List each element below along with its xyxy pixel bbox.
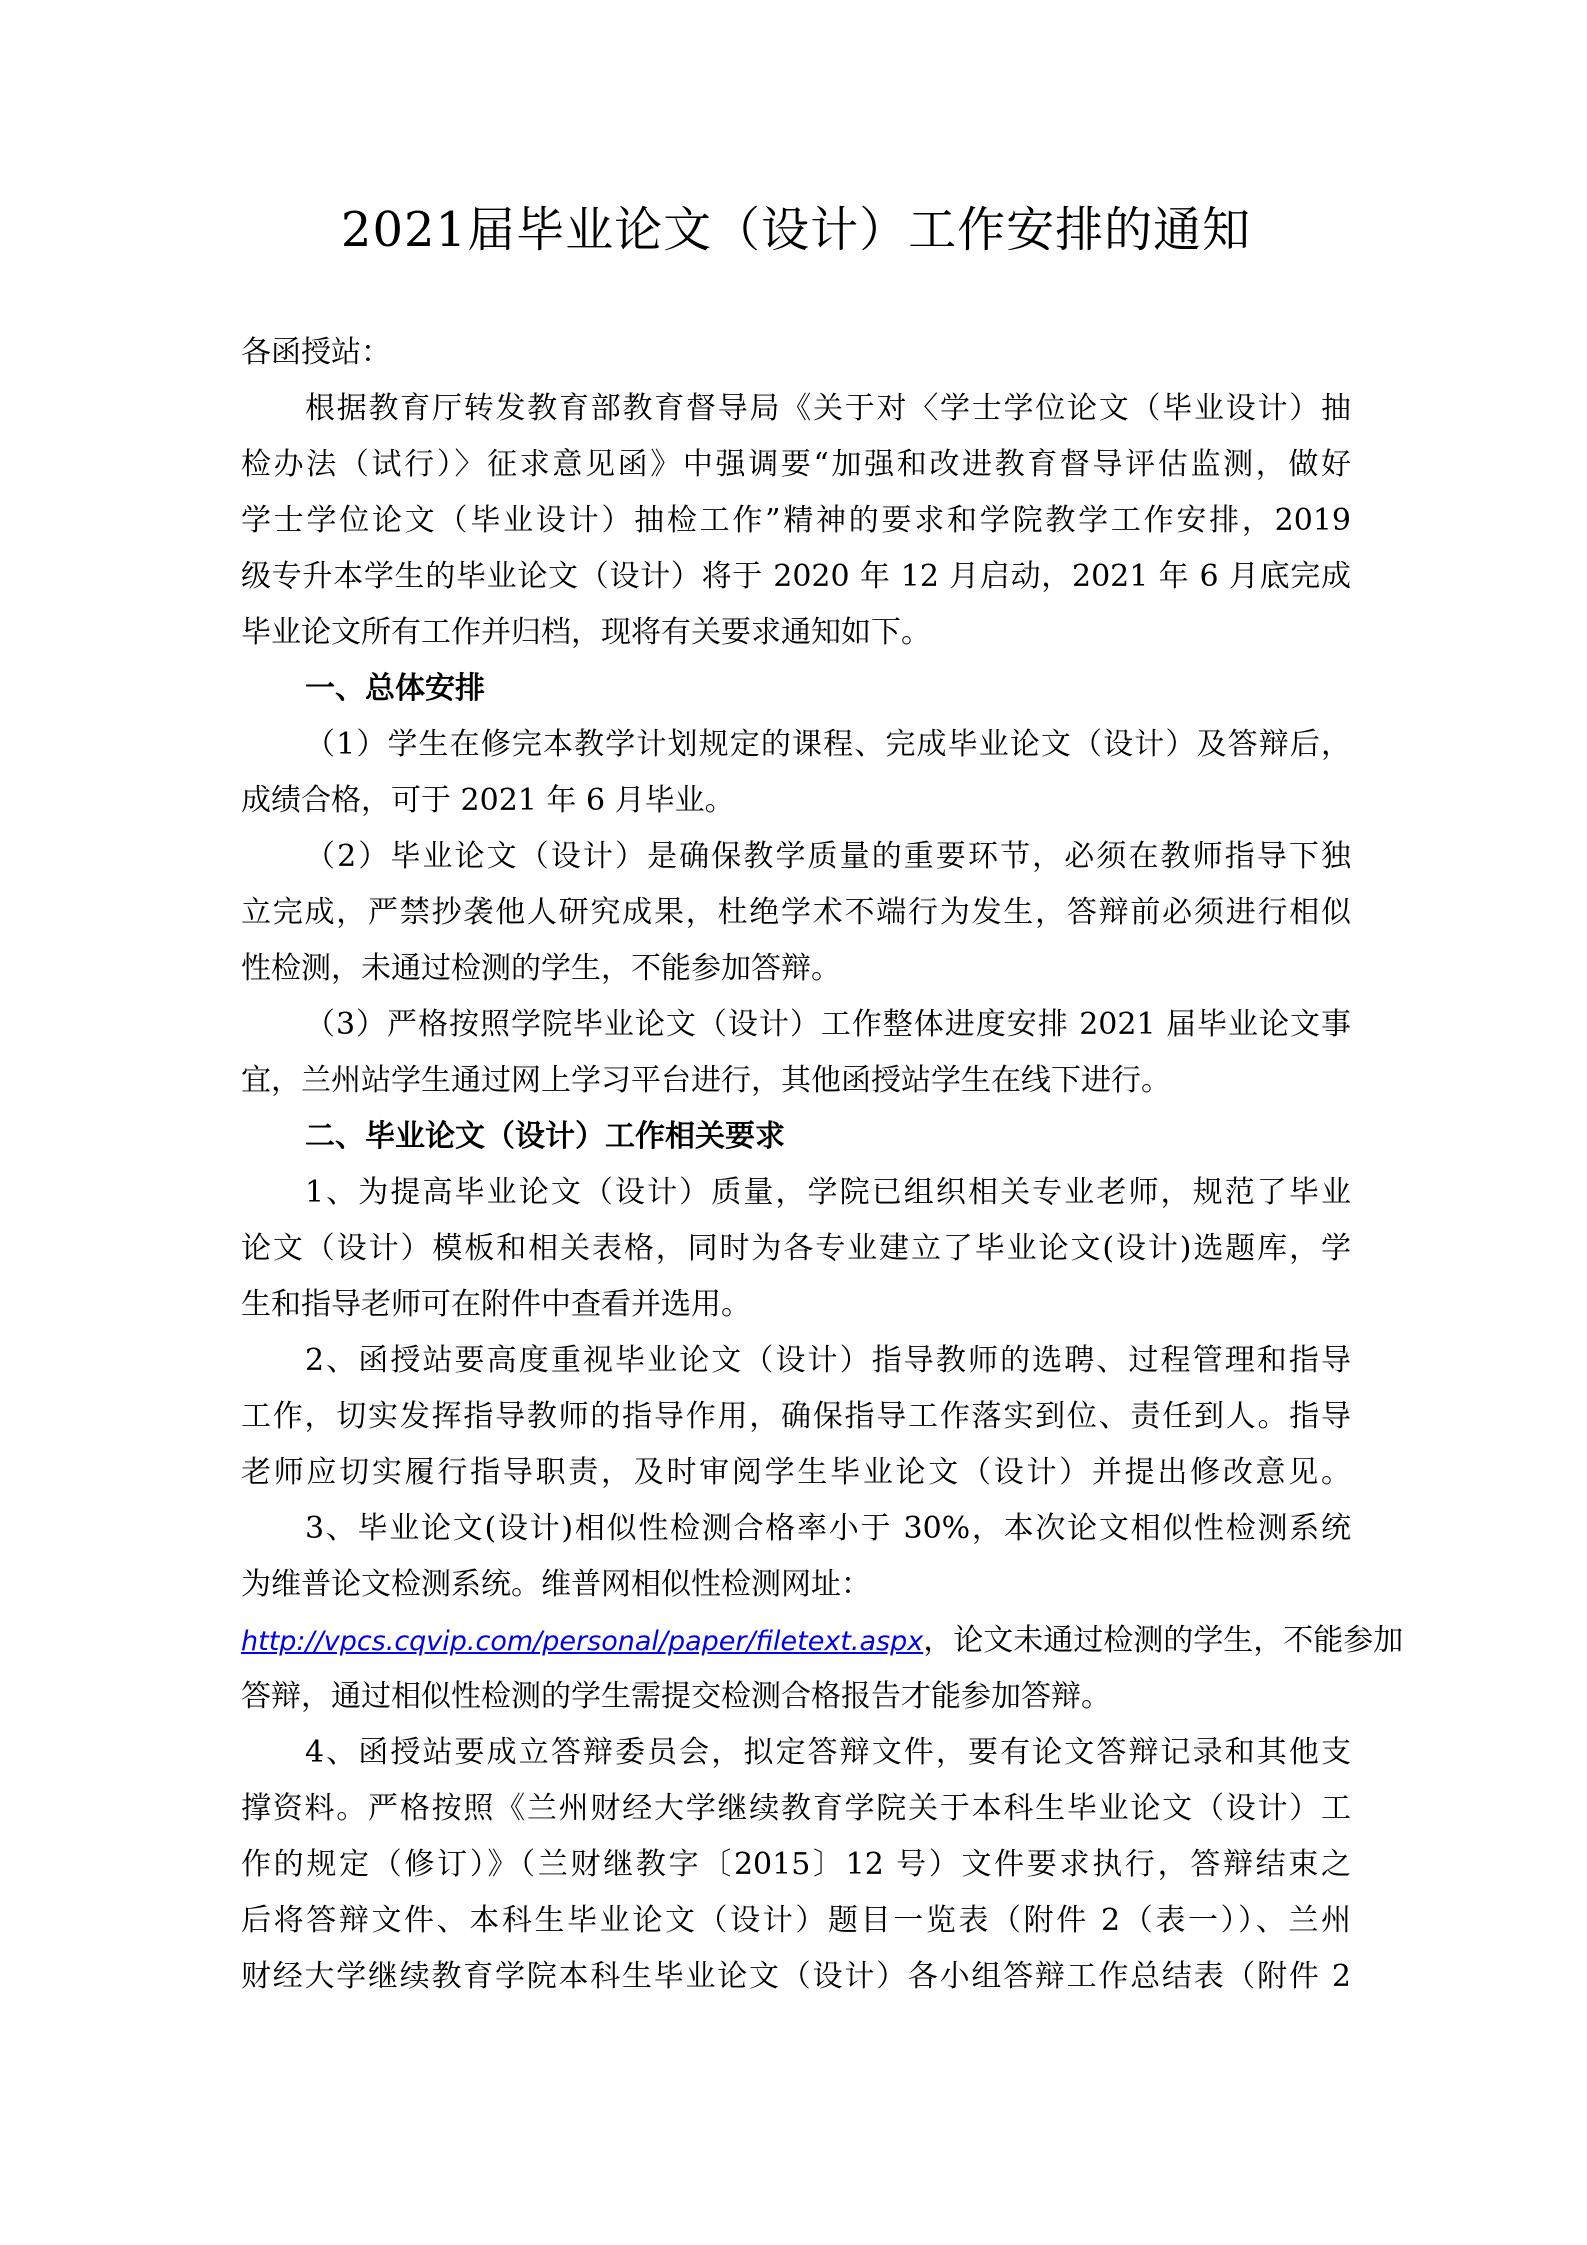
section-2-item-4-line-4: 后将答辩文件、本科生毕业论文（设计）题目一览表（附件 2（表一））、兰州 — [241, 1903, 1351, 1938]
intro-line-4: 级专升本学生的毕业论文（设计）将于 2020 年 12 月启动，2021 年 6 月底完成 — [241, 559, 1351, 594]
section-2-item-4-line-1: 4、函授站要成立答辩委员会，拟定答辩文件，要有论文答辩记录和其他支 — [305, 1735, 1351, 1770]
section-2-item-3-line-3 — [241, 1621, 1403, 1661]
section-1-item-1-line-2: 成绩合格，可于 2021 年 6 月毕业。 — [241, 783, 735, 818]
section-2-item-1-line-1: 1、为提高毕业论文（设计）质量，学院已组织相关专业老师，规范了毕业 — [305, 1175, 1351, 1210]
section-2-item-3-line-2: 为维普论文检测系统。维普网相似性检测网址： — [241, 1567, 871, 1602]
section-2-item-4-line-2: 撑资料。严格按照《兰州财经大学继续教育学院关于本科生毕业论文（设计）工 — [241, 1791, 1351, 1826]
section-2-heading: 二、毕业论文（设计）工作相关要求 — [305, 1119, 785, 1154]
section-2-item-3-line-3-tail: ，论文未通过检测的学生，不能参加 — [923, 1623, 1404, 1658]
section-2-item-1-line-3: 生和指导老师可在附件中查看并选用。 — [241, 1287, 751, 1322]
section-2-item-2-line-1: 2、函授站要高度重视毕业论文（设计）指导教师的选聘、过程管理和指导 — [305, 1343, 1351, 1378]
section-1-item-2-line-3: 性检测，未通过检测的学生，不能参加答辩。 — [241, 951, 841, 986]
section-2-item-4-line-5: 财经大学继续教育学院本科生毕业论文（设计）各小组答辩工作总结表（附件 2 — [241, 1959, 1351, 1994]
intro-line-5: 毕业论文所有工作并归档，现将有关要求通知如下。 — [241, 615, 931, 650]
section-1-heading: 一、总体安排 — [305, 671, 485, 706]
section-1-item-3-line-2: 宜，兰州站学生通过网上学习平台进行，其他函授站学生在线下进行。 — [241, 1063, 1171, 1098]
salutation: 各函授站： — [241, 335, 391, 370]
document-title: 2021届毕业论文（设计）工作安排的通知 — [340, 202, 1252, 258]
intro-line-3: 学士学位论文（毕业设计）抽检工作”精神的要求和学院教学工作安排，2019 — [241, 503, 1351, 538]
section-1-item-2-line-2: 立完成，严禁抄袭他人研究成果，杜绝学术不端行为发生，答辩前必须进行相似 — [241, 895, 1351, 930]
intro-line-2: 检办法（试行）〉征求意见函》中强调要“加强和改进教育督导评估监测，做好 — [241, 447, 1351, 482]
section-2-item-3-line-1: 3、毕业论文(设计)相似性检测合格率小于 30%，本次论文相似性检测系统 — [305, 1511, 1351, 1546]
intro-line-1: 根据教育厅转发教育部教育督导局《关于对〈学士学位论文（毕业设计）抽 — [305, 391, 1351, 426]
section-1-item-3-line-1: （3）严格按照学院毕业论文（设计）工作整体进度安排 2021 届毕业论文事 — [305, 1007, 1351, 1042]
section-2-item-4-line-3: 作的规定（修订）》（兰财继教字〔2015〕12 号）文件要求执行，答辩结束之 — [241, 1847, 1351, 1882]
section-1-item-2-line-1: （2）毕业论文（设计）是确保教学质量的重要环节，必须在教师指导下独 — [305, 839, 1351, 874]
section-2-item-2-line-3: 老师应切实履行指导职责，及时审阅学生毕业论文（设计）并提出修改意见。 — [241, 1455, 1351, 1490]
section-2-item-3-line-4: 答辩，通过相似性检测的学生需提交检测合格报告才能参加答辩。 — [241, 1679, 1111, 1714]
plagiarism-check-link[interactable]: http://vpcs.cqvip.com/personal/paper/filetext.aspx — [241, 1626, 924, 1657]
section-2-item-2-line-2: 工作，切实发挥指导教师的指导作用，确保指导工作落实到位、责任到人。指导 — [241, 1399, 1351, 1434]
section-1-item-1-line-1: （1）学生在修完本教学计划规定的课程、完成毕业论文（设计）及答辩后， — [305, 727, 1351, 762]
section-2-item-1-line-2: 论文（设计）模板和相关表格，同时为各专业建立了毕业论文(设计)选题库，学 — [241, 1231, 1351, 1266]
